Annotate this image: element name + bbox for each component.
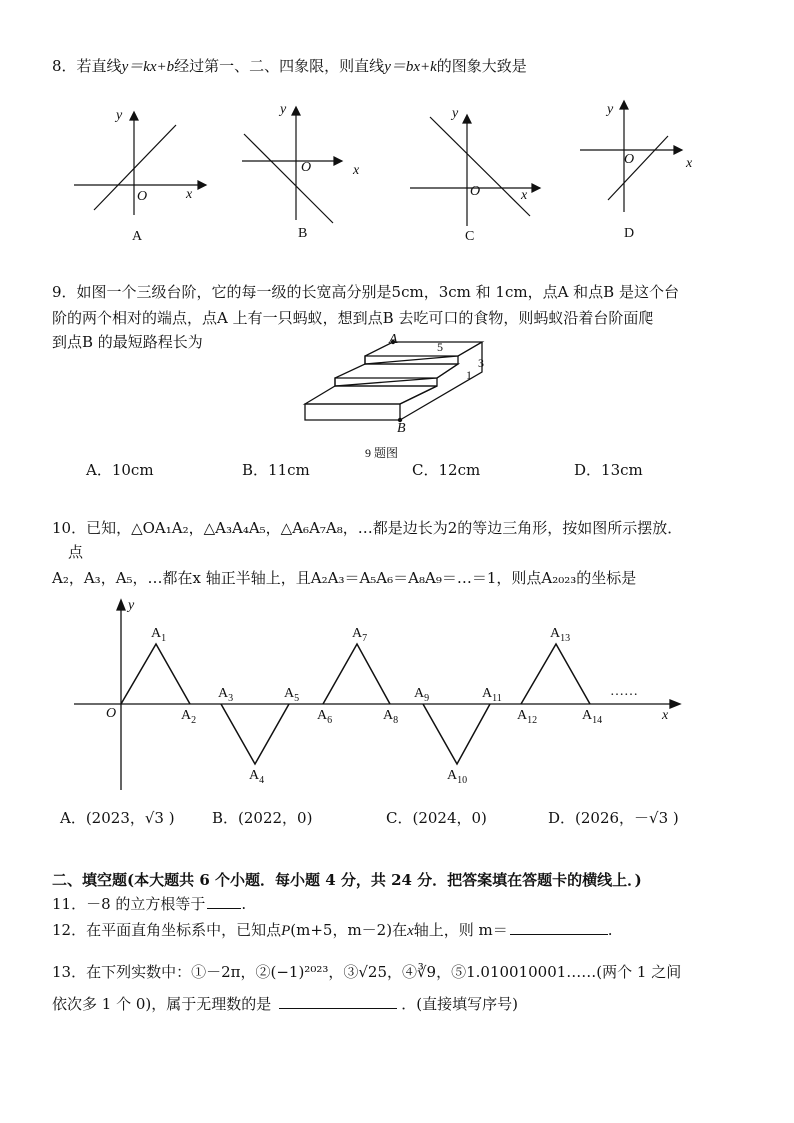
q12 [52, 920, 613, 941]
section2-title: 二、填空题(本大题共 6 个小题．每小题 4 分，共 24 分．把答案填在答题卡的横线上．) [52, 871, 642, 889]
q10-ellipsis: …… [610, 684, 638, 699]
q8-c-x: x [521, 188, 528, 203]
q10-pt-a11: $A_{11}$ [482, 686, 502, 704]
q8-d-o: O [624, 152, 635, 167]
q8-number: 8． [52, 57, 77, 75]
q8-a-x: x [186, 187, 193, 202]
q9-line2: 阶的两个相对的端点，点A 上有一只蚂蚁，想到点B 去吃可口的食物，则蚂蚁沿着台阶面爬 [52, 309, 654, 327]
q9-option-b: B．11cm [242, 461, 310, 479]
q10-option-d: D．(2026，－√3 ) [548, 809, 679, 827]
q10-x-label: x [662, 708, 669, 723]
q11-text: 11．－8 的立方根等于 [52, 895, 206, 913]
q13-answer-blank[interactable] [279, 994, 397, 1009]
q10-pt-a5: $A_5$ [284, 686, 300, 704]
q9-dim-3: 3 [478, 356, 484, 370]
q9-label-a: A [389, 332, 398, 347]
q12-axis-x: x [407, 923, 414, 939]
q9-option-d: D．13cm [574, 461, 643, 479]
q8-c-y: y [452, 106, 459, 121]
q12-period: . [607, 921, 613, 939]
q10-pt-a4: $A_4$ [249, 768, 265, 786]
q10-y-label: y [128, 598, 135, 613]
q10-option-b: B．(2022，0) [212, 809, 313, 827]
q9-option-c: C．12cm [412, 461, 481, 479]
q8-eq2: y＝bx+k [384, 59, 437, 75]
q8-d-x: x [686, 156, 693, 171]
q10-pt-a7: $A_7$ [352, 626, 368, 644]
q10-pt-a6: $A_6$ [317, 708, 333, 726]
q10-line1b: 点 [68, 543, 84, 561]
q10-pt-a9: $A_9$ [414, 686, 430, 704]
q10-pt-a8: $A_8$ [383, 708, 399, 726]
q9-dim-1: 1 [466, 368, 472, 382]
q10-pt-a14: $A_{14}$ [582, 708, 603, 726]
q10-line2: A₂，A₃，A₅，…都在x 轴正半轴上，且A₂A₃＝A₅A₆＝A₈A₉＝…＝1，则点A₂₀₂₃的坐标是 [52, 569, 637, 587]
q8-c-o: O [470, 184, 481, 199]
q11-period: . [241, 895, 247, 913]
q8-d-y: y [607, 102, 614, 117]
q10-pt-a13: $A_{13}$ [550, 626, 571, 644]
q8-b-label: B [298, 226, 308, 241]
q10-pt-a3: $A_3$ [218, 686, 234, 704]
q13-line1: 13．在下列实数中：①－2π，②(−1)²⁰²³，③√25，④∛9，⑤1.010010001……(两个 1 之间 [52, 963, 682, 981]
q10-option-c: C．(2024，0) [386, 809, 487, 827]
q13-text: 依次多 1 个 0)，属于无理数的是 [52, 995, 272, 1013]
q10-pt-a10: $A_{10}$ [447, 768, 468, 786]
q12-text-a: 12．在平面直角坐标系中，已知点 [52, 921, 282, 939]
q8-c-label: C [465, 229, 475, 244]
q10-pt-a2: $A_2$ [181, 708, 197, 726]
q8-d-label: D [624, 226, 635, 241]
q8-a-label: A [132, 229, 143, 244]
q12-text-b: (m+5，m－2)在 [290, 921, 408, 939]
q12-text-c: 轴上，则 m＝ [413, 921, 508, 939]
q8-pre: 若直线 [76, 57, 122, 75]
q9-line3: 到点B 的最短路程长为 [52, 333, 203, 351]
q10-line1: 10．已知，△OA₁A₂，△A₃A₄A₅，△A₆A₇A₈，…都是边长为2的等边三角形，按如图所示摆放． [52, 519, 683, 537]
q8-a-y: y [116, 108, 123, 123]
q9-caption: 9 题图 [365, 446, 399, 460]
q10-pt-a12: $A_{12}$ [517, 708, 538, 726]
q9-line1: 9．如图一个三级台阶，它的每一级的长宽高分别是5cm，3cm 和 1cm，点A 和点B 是这个台 [52, 283, 679, 301]
q8-a-o: O [137, 189, 148, 204]
q8-post: 的图象大致是 [436, 57, 527, 75]
q11 [52, 894, 246, 914]
q8-eq1: y＝kx+b [121, 59, 175, 75]
q12-point-p: P [281, 923, 291, 939]
q10-pt-a1: $A_1$ [151, 626, 167, 644]
q11-answer-blank[interactable] [207, 894, 241, 909]
q8-mid: 经过第一、二、四象限，则直线 [174, 57, 385, 75]
q9-option-a: A．10cm [86, 461, 154, 479]
q12-answer-blank[interactable] [510, 920, 608, 935]
q8-b-y: y [280, 102, 287, 117]
q9-dim-5: 5 [437, 340, 443, 354]
q9-label-b: B [397, 421, 406, 436]
q13-line2 [52, 994, 518, 1014]
q8-b-x: x [353, 163, 360, 178]
q10-option-a: A．(2023，√3 ) [60, 809, 175, 827]
q8-b-o: O [301, 160, 312, 175]
q10-origin-label: O [106, 706, 117, 721]
q13-note: ．(直接填写序号) [401, 995, 518, 1013]
